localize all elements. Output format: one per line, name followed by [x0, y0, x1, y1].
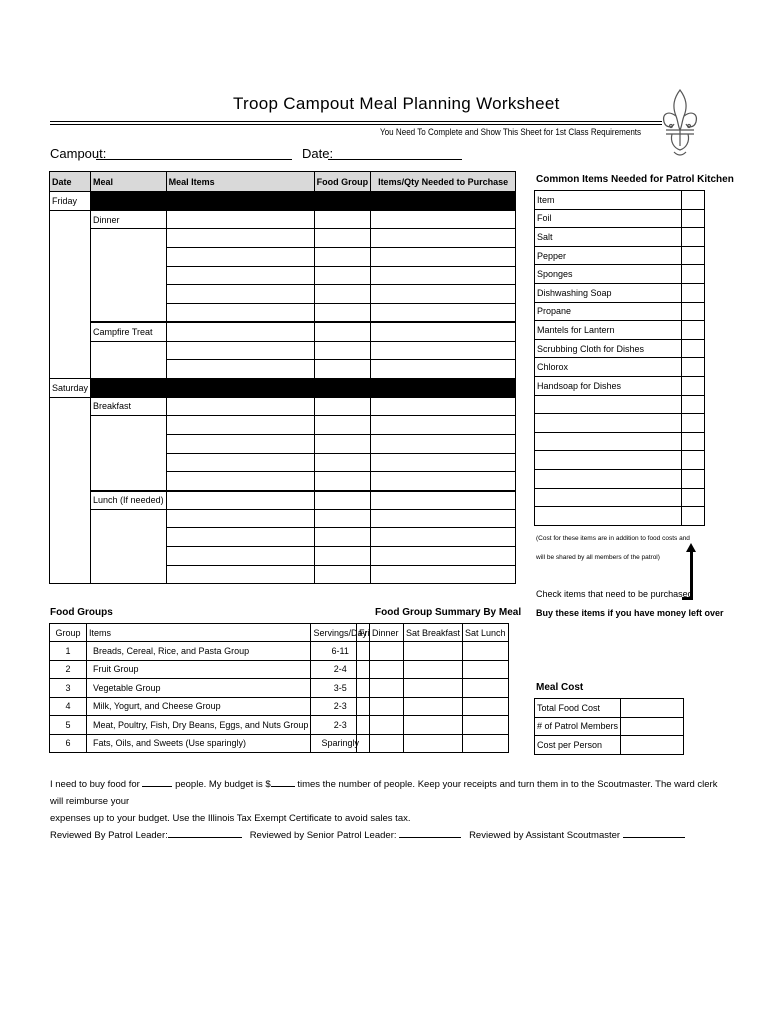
fg-items: Meat, Poultry, Fish, Dry Beans, Eggs, and Nuts Group: [87, 716, 311, 735]
fg-items: Fats, Oils, and Sweets (Use sparingly): [87, 734, 311, 753]
common-item-checkbox[interactable]: [682, 191, 705, 210]
title-rule-thin: [50, 124, 662, 125]
food-group-cell[interactable]: [314, 528, 371, 547]
meal-item-cell[interactable]: [166, 210, 314, 229]
fg-servings: 2-3: [311, 716, 370, 735]
qty-cell[interactable]: [371, 210, 516, 229]
food-group-row: [50, 642, 370, 661]
fg-servings: 3-5: [311, 679, 370, 698]
fg-header-group: Group: [50, 624, 87, 642]
fg-group-number: 4: [50, 697, 87, 716]
cost-note-line2: will be shared by all members of the patrol): [536, 554, 660, 561]
common-item-checkbox[interactable]: [682, 488, 705, 507]
qty-cell[interactable]: [371, 453, 516, 472]
common-item-label: Dishwashing Soap: [535, 283, 682, 302]
summary-cell[interactable]: [463, 697, 509, 716]
header-meal: Meal: [91, 172, 167, 192]
common-item-checkbox[interactable]: [682, 228, 705, 247]
budget-text-4: expenses up to your budget. Use the Illinois Tax Exempt Certificate to avoid sales tax.: [50, 813, 411, 824]
fg-group-number: 1: [50, 642, 87, 661]
summary-table: [356, 623, 509, 753]
meal-item-cell[interactable]: [166, 453, 314, 472]
common-item-label: Handsoap for Dishes: [535, 376, 682, 395]
people-count-field[interactable]: [142, 786, 172, 787]
summary-cell[interactable]: [404, 697, 463, 716]
common-item-row: [535, 376, 705, 395]
food-group-cell[interactable]: [314, 360, 371, 379]
budget-amount-field[interactable]: [271, 786, 295, 787]
qty-cell[interactable]: [371, 266, 516, 285]
common-item-row: [535, 469, 705, 488]
common-item-checkbox[interactable]: [682, 265, 705, 284]
summary-cell[interactable]: [404, 660, 463, 679]
meal-item-cell[interactable]: [166, 491, 314, 510]
common-item-row: [535, 321, 705, 340]
budget-text-1: I need to buy food for: [50, 779, 140, 790]
food-group-cell[interactable]: [314, 509, 371, 528]
qty-cell[interactable]: [371, 528, 516, 547]
common-item-checkbox[interactable]: [682, 432, 705, 451]
common-item-row: [535, 414, 705, 433]
food-group-row: [50, 697, 370, 716]
campout-label: Campout:: [50, 146, 107, 161]
common-item-row: [535, 191, 705, 210]
summary-cell[interactable]: [404, 642, 463, 661]
check-items-text: Check items that need to be purchased: [536, 589, 693, 599]
summary-cell[interactable]: [404, 734, 463, 753]
common-item-label: Mantels for Lantern: [535, 321, 682, 340]
meal-cost-value[interactable]: [621, 699, 684, 718]
meal-item-cell[interactable]: [166, 528, 314, 547]
common-item-row: [535, 358, 705, 377]
meal-cost-table: [534, 698, 684, 755]
qty-cell[interactable]: [371, 509, 516, 528]
meal-item-cell[interactable]: [166, 416, 314, 435]
header-items-qty: Items/Qty Needed to Purchase: [371, 172, 516, 192]
date-field[interactable]: [328, 159, 462, 160]
common-item-row: [535, 395, 705, 414]
meal-cell: [91, 416, 167, 491]
fg-items: Vegetable Group: [87, 679, 311, 698]
meal-item-cell[interactable]: [166, 565, 314, 584]
common-item-checkbox[interactable]: [682, 469, 705, 488]
food-group-cell[interactable]: [314, 322, 371, 341]
food-group-cell[interactable]: [314, 472, 371, 491]
summary-cell[interactable]: [463, 734, 509, 753]
common-item-checkbox[interactable]: [682, 283, 705, 302]
fg-servings: Sparingly: [311, 734, 370, 753]
common-item-row: [535, 209, 705, 228]
meal-cost-value[interactable]: [621, 717, 684, 736]
meal-item-cell[interactable]: [166, 434, 314, 453]
summary-cell[interactable]: [357, 679, 404, 698]
common-item-label: Item: [535, 191, 682, 210]
food-group-cell[interactable]: [314, 453, 371, 472]
qty-cell[interactable]: [371, 565, 516, 584]
meal-cell: [91, 509, 167, 584]
common-item-label: [535, 507, 682, 526]
meal-cost-row: [535, 736, 684, 755]
day-saturday: Saturday: [50, 378, 91, 397]
common-item-label: [535, 432, 682, 451]
common-item-row: [535, 228, 705, 247]
meal-item-cell[interactable]: [166, 360, 314, 379]
day-bar: [91, 192, 516, 211]
food-group-cell[interactable]: [314, 434, 371, 453]
meal-cost-label: Cost per Person: [535, 736, 621, 755]
qty-cell[interactable]: [371, 360, 516, 379]
summary-cell[interactable]: [463, 716, 509, 735]
meal-plan-table: [49, 171, 516, 584]
fg-group-number: 2: [50, 660, 87, 679]
common-item-row: [535, 265, 705, 284]
food-group-cell[interactable]: [314, 229, 371, 248]
qty-cell[interactable]: [371, 416, 516, 435]
review-asst-scoutmaster-field[interactable]: [623, 837, 685, 838]
summary-row: [357, 734, 509, 753]
food-group-cell[interactable]: [314, 341, 371, 360]
food-group-cell[interactable]: [314, 416, 371, 435]
fg-header-servings: Servings/Day: [311, 624, 370, 642]
review-line: [50, 830, 685, 841]
summary-row: [357, 679, 509, 698]
meal-item-cell[interactable]: [166, 472, 314, 491]
food-groups-table: [49, 623, 370, 753]
summary-cell[interactable]: [404, 679, 463, 698]
common-item-row: [535, 432, 705, 451]
budget-text-2: people. My budget is $: [175, 779, 271, 790]
day-friday: Friday: [50, 192, 91, 211]
meal-cost-row: [535, 717, 684, 736]
fg-servings: 2-4: [311, 660, 370, 679]
meal-cost-title: Meal Cost: [536, 682, 584, 693]
buy-items-text: Buy these items if you have money left over: [536, 608, 724, 618]
common-item-label: Pepper: [535, 246, 682, 265]
common-item-checkbox[interactable]: [682, 414, 705, 433]
common-item-label: [535, 469, 682, 488]
fg-group-number: 5: [50, 716, 87, 735]
common-item-label: [535, 395, 682, 414]
sum-header-sat-lunch: Sat Lunch: [463, 624, 509, 642]
qty-cell[interactable]: [371, 397, 516, 416]
meal-cost-label: Total Food Cost: [535, 699, 621, 718]
qty-cell[interactable]: [371, 304, 516, 323]
meal-lunch: Lunch (If needed): [91, 491, 167, 510]
food-group-cell[interactable]: [314, 491, 371, 510]
summary-cell[interactable]: [463, 679, 509, 698]
summary-title: Food Group Summary By Meal: [375, 607, 522, 618]
common-item-checkbox[interactable]: [682, 507, 705, 526]
meal-cell: [91, 229, 167, 322]
meal-item-cell[interactable]: [166, 547, 314, 566]
common-item-checkbox[interactable]: [682, 302, 705, 321]
food-group-cell[interactable]: [314, 285, 371, 304]
common-item-row: [535, 451, 705, 470]
review-patrol-leader-field[interactable]: [168, 837, 242, 838]
meal-item-cell[interactable]: [166, 229, 314, 248]
food-group-row: [50, 734, 370, 753]
food-group-row: [50, 679, 370, 698]
title-rule: [50, 121, 662, 122]
common-item-row: [535, 339, 705, 358]
date-cell: [50, 397, 91, 584]
summary-cell[interactable]: [463, 642, 509, 661]
fg-servings: 6-11: [311, 642, 370, 661]
common-item-row: [535, 302, 705, 321]
common-item-row: [535, 246, 705, 265]
common-item-row: [535, 283, 705, 302]
summary-cell[interactable]: [404, 716, 463, 735]
meal-item-cell[interactable]: [166, 397, 314, 416]
meal-item-cell[interactable]: [166, 509, 314, 528]
summary-cell[interactable]: [357, 642, 404, 661]
food-groups-title: Food Groups: [50, 607, 113, 618]
fg-header-items: Items: [87, 624, 311, 642]
review-senior-patrol-label: Reviewed by Senior Patrol Leader:: [249, 830, 397, 841]
qty-cell[interactable]: [371, 472, 516, 491]
fg-servings: 2-3: [311, 697, 370, 716]
common-items-table: [534, 190, 705, 526]
date-cell: [50, 210, 91, 378]
food-group-row: [50, 660, 370, 679]
header-meal-items: Meal Items: [166, 172, 314, 192]
common-items-title: Common Items Needed for Patrol Kitchen: [536, 174, 734, 185]
summary-cell[interactable]: [357, 716, 404, 735]
common-item-row: [535, 507, 705, 526]
budget-text-3: times the number of people. Keep your receipts and turn them in to the Scoutmaster. The ward clerk will reimburse your: [50, 779, 718, 807]
food-group-cell[interactable]: [314, 565, 371, 584]
page-title: Troop Campout Meal Planning Worksheet: [233, 94, 560, 113]
food-group-cell[interactable]: [314, 266, 371, 285]
campout-field[interactable]: [96, 159, 292, 160]
fg-group-number: 6: [50, 734, 87, 753]
common-item-checkbox[interactable]: [682, 395, 705, 414]
common-item-checkbox[interactable]: [682, 376, 705, 395]
meal-item-cell[interactable]: [166, 304, 314, 323]
meal-campfire-treat: Campfire Treat: [91, 322, 167, 341]
summary-row: [357, 642, 509, 661]
common-item-label: Foil: [535, 209, 682, 228]
review-senior-patrol-field[interactable]: [399, 837, 461, 838]
food-group-cell[interactable]: [314, 248, 371, 267]
budget-paragraph: [50, 776, 730, 827]
summary-row: [357, 660, 509, 679]
common-item-checkbox[interactable]: [682, 339, 705, 358]
meal-item-cell[interactable]: [166, 266, 314, 285]
meal-breakfast: Breakfast: [91, 397, 167, 416]
summary-row: [357, 716, 509, 735]
qty-cell[interactable]: [371, 434, 516, 453]
review-patrol-leader-label: Reviewed By Patrol Leader:: [50, 830, 168, 841]
common-item-label: [535, 451, 682, 470]
fg-group-number: 3: [50, 679, 87, 698]
review-asst-scoutmaster-label: Reviewed by Assistant Scoutmaster: [469, 830, 621, 841]
meal-item-cell[interactable]: [166, 285, 314, 304]
meal-item-cell[interactable]: [166, 341, 314, 360]
meal-cell: [91, 341, 167, 378]
common-item-label: Propane: [535, 302, 682, 321]
fg-items: Breads, Cereal, Rice, and Pasta Group: [87, 642, 311, 661]
cost-note-line1: (Cost for these items are in addition to food costs and: [536, 535, 690, 542]
fg-items: Fruit Group: [87, 660, 311, 679]
requirements-note: You Need To Complete and Show This Sheet for 1st Class Requirements: [380, 127, 642, 138]
common-item-label: Scrubbing Cloth for Dishes: [535, 339, 682, 358]
common-item-label: [535, 488, 682, 507]
qty-cell[interactable]: [371, 248, 516, 267]
summary-cell[interactable]: [357, 734, 404, 753]
qty-cell[interactable]: [371, 547, 516, 566]
common-item-checkbox[interactable]: [682, 209, 705, 228]
header-date: Date: [50, 172, 91, 192]
common-item-label: [535, 414, 682, 433]
qty-cell[interactable]: [371, 491, 516, 510]
common-item-label: Salt: [535, 228, 682, 247]
meal-cost-row: [535, 699, 684, 718]
food-group-cell[interactable]: [314, 304, 371, 323]
common-item-row: [535, 488, 705, 507]
sum-header-sat-breakfast: Sat Breakfast: [404, 624, 463, 642]
fleur-de-lis-icon: [660, 88, 700, 160]
common-item-label: Chlorox: [535, 358, 682, 377]
summary-row: [357, 697, 509, 716]
fg-items: Milk, Yogurt, and Cheese Group: [87, 697, 311, 716]
meal-item-cell[interactable]: [166, 248, 314, 267]
day-bar: [91, 378, 516, 397]
sum-header-fri-dinner: Fri Dinner: [357, 624, 404, 642]
summary-cell[interactable]: [357, 697, 404, 716]
common-item-checkbox[interactable]: [682, 358, 705, 377]
meal-cost-label: # of Patrol Members: [535, 717, 621, 736]
common-item-label: Sponges: [535, 265, 682, 284]
qty-cell[interactable]: [371, 285, 516, 304]
food-group-cell[interactable]: [314, 210, 371, 229]
date-label: Date:: [302, 146, 334, 161]
qty-cell[interactable]: [371, 341, 516, 360]
summary-cell[interactable]: [463, 660, 509, 679]
qty-cell[interactable]: [371, 229, 516, 248]
food-group-row: [50, 716, 370, 735]
meal-dinner: Dinner: [91, 210, 167, 229]
meal-item-cell[interactable]: [166, 322, 314, 341]
arrow-up-icon: [686, 543, 696, 552]
common-item-checkbox[interactable]: [682, 321, 705, 340]
common-item-checkbox[interactable]: [682, 451, 705, 470]
common-item-checkbox[interactable]: [682, 246, 705, 265]
qty-cell[interactable]: [371, 322, 516, 341]
header-food-group: Food Group: [314, 172, 371, 192]
food-group-cell[interactable]: [314, 397, 371, 416]
meal-cost-value[interactable]: [621, 736, 684, 755]
summary-cell[interactable]: [357, 660, 404, 679]
food-group-cell[interactable]: [314, 547, 371, 566]
